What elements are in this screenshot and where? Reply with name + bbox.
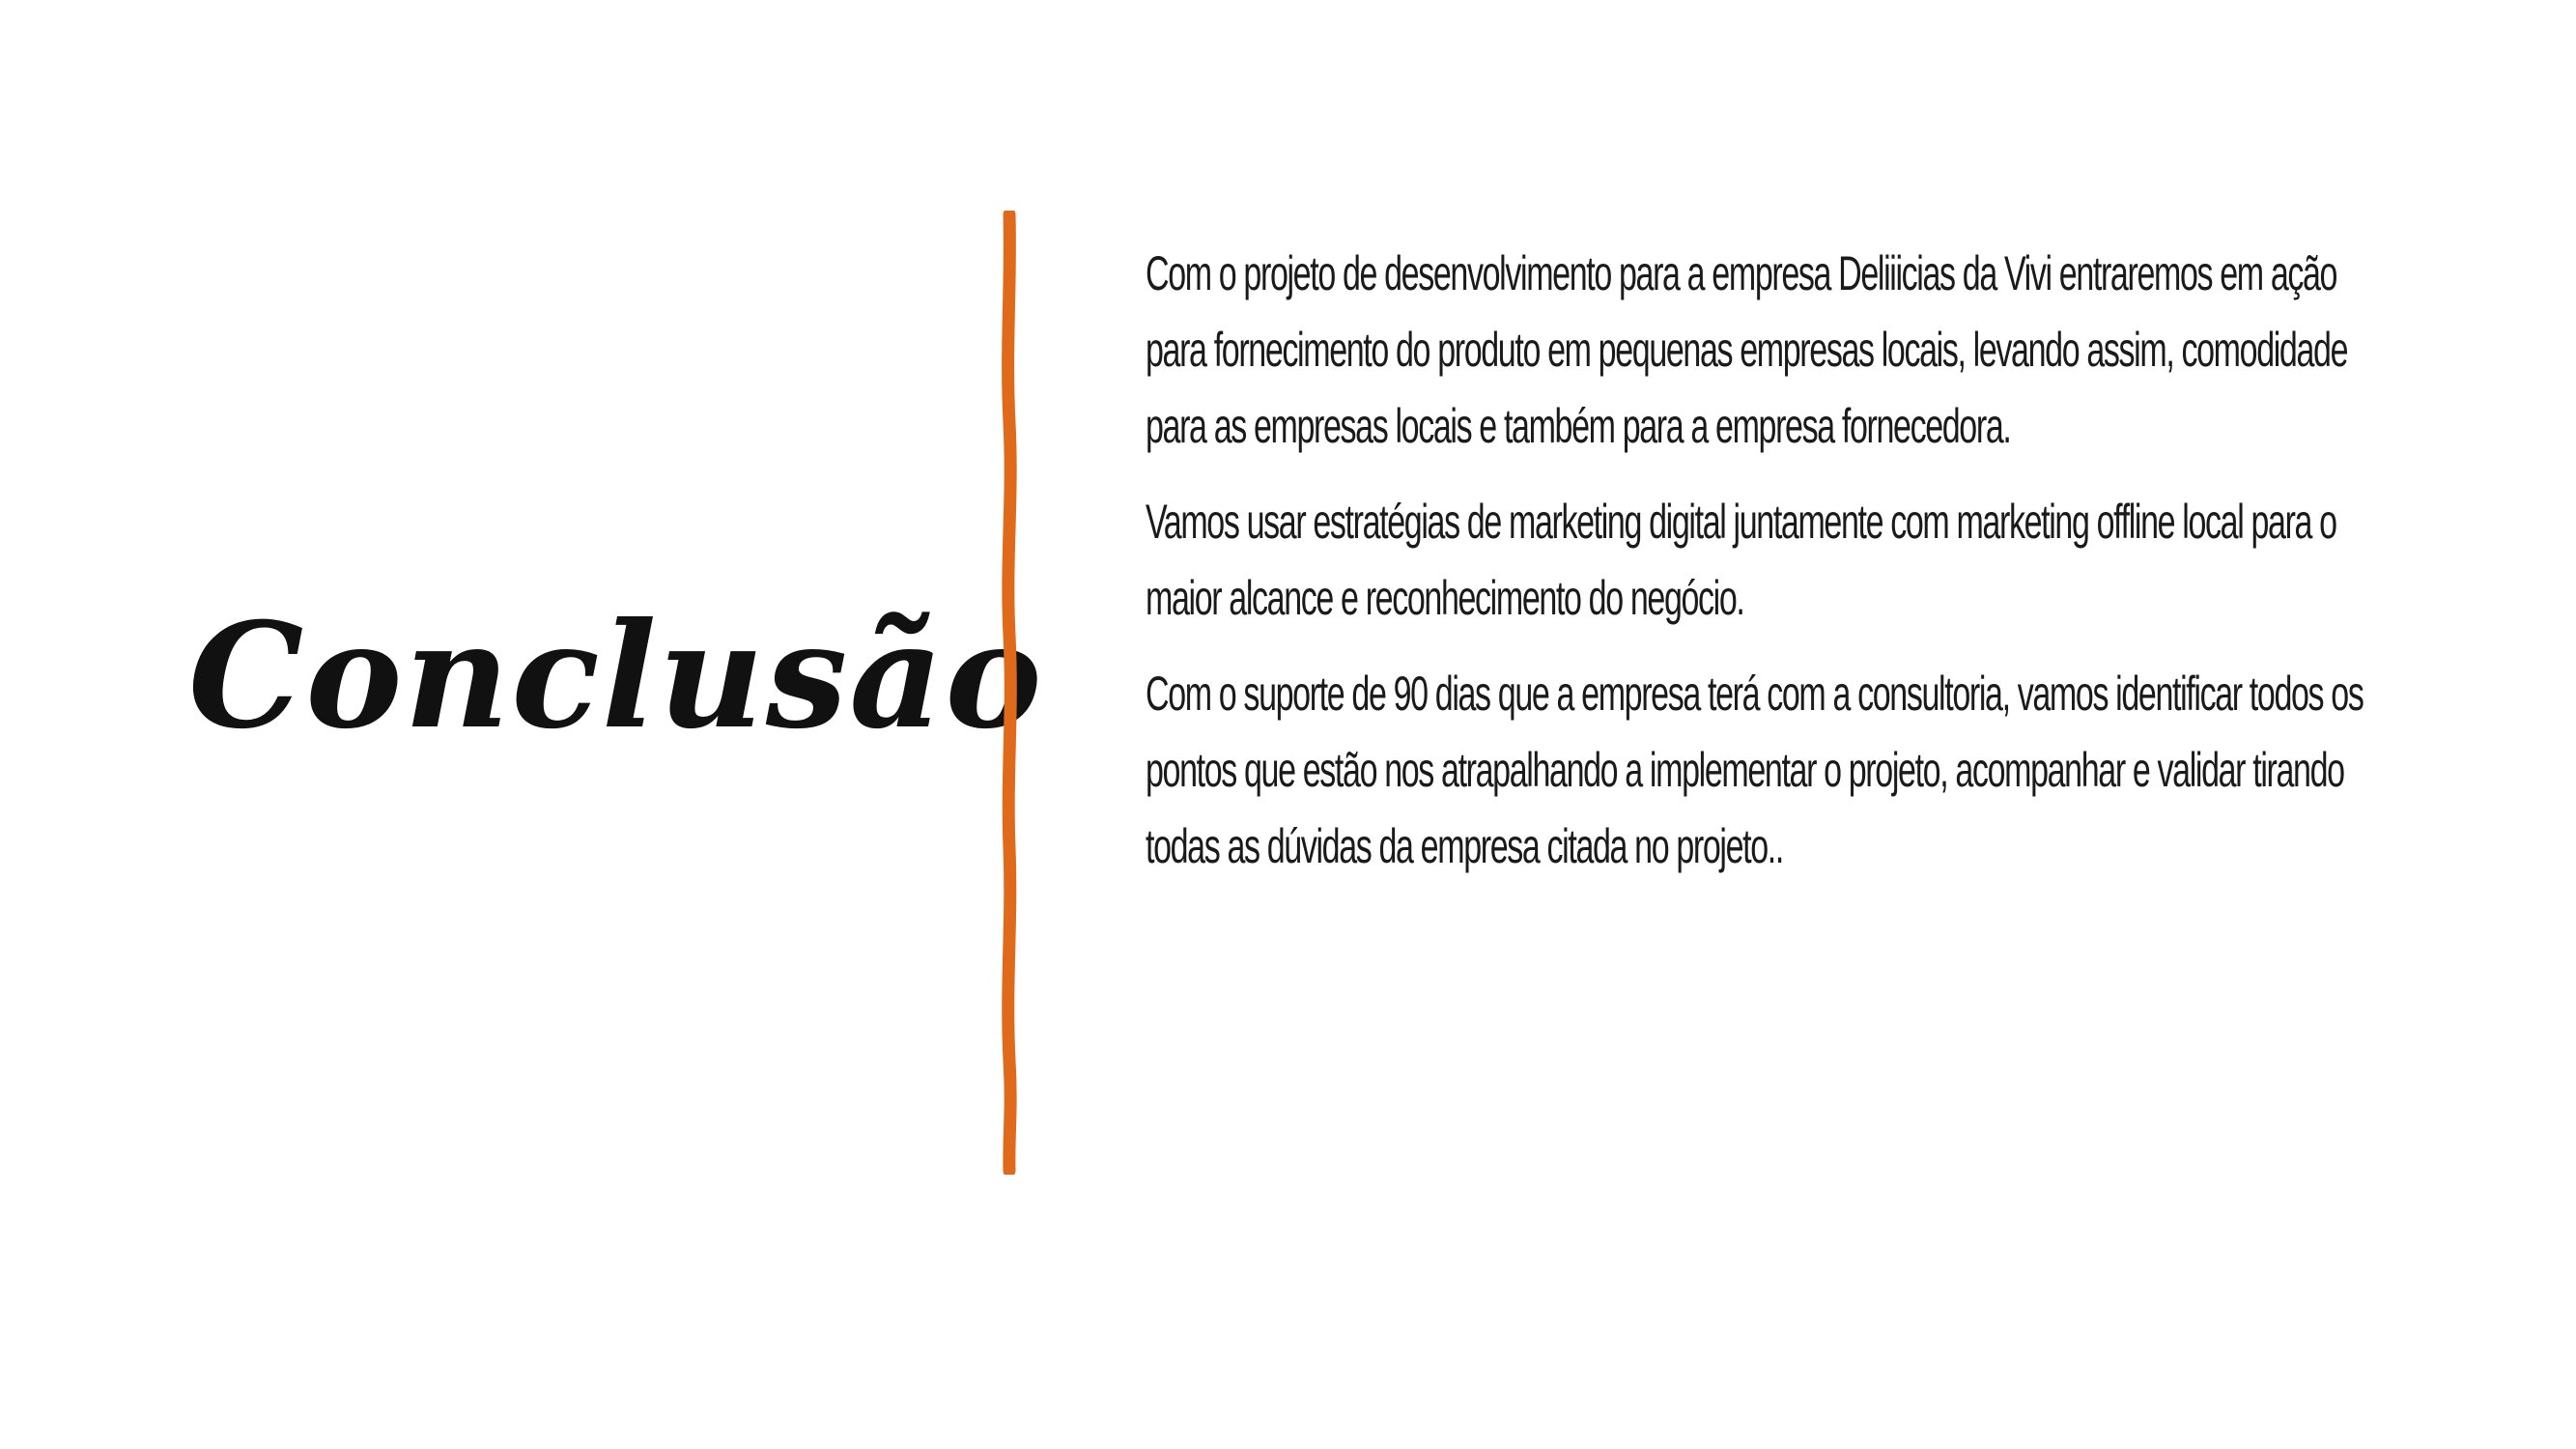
paragraph-3: Com o suporte de 90 dias que a empresa terá com a consultoria, vamos identificar todos os pontos que estão nos atrapalhando a implementar o projeto, acompanhar e validar tirando todas as dúvidas da empresa citada no projeto.. (1146, 667, 2364, 873)
body-text (1146, 236, 2393, 904)
paragraph-1: Com o projeto de desenvolvimento para a empresa Deliiicias da Vivi entraremos em ação para fornecimento do produto em pequenas empresas locais, levando assim, comodidade para as empresas locais e também para a empresa fornecedora. (1146, 246, 2348, 453)
vertical-divider (995, 211, 1024, 1175)
slide-title: Conclusão (188, 591, 1044, 761)
divider-line (1008, 214, 1011, 1171)
paragraph-2: Vamos usar estratégias de marketing digital juntamente com marketing offline local para o maior alcance e reconhecimento do negócio. (1146, 495, 2336, 625)
